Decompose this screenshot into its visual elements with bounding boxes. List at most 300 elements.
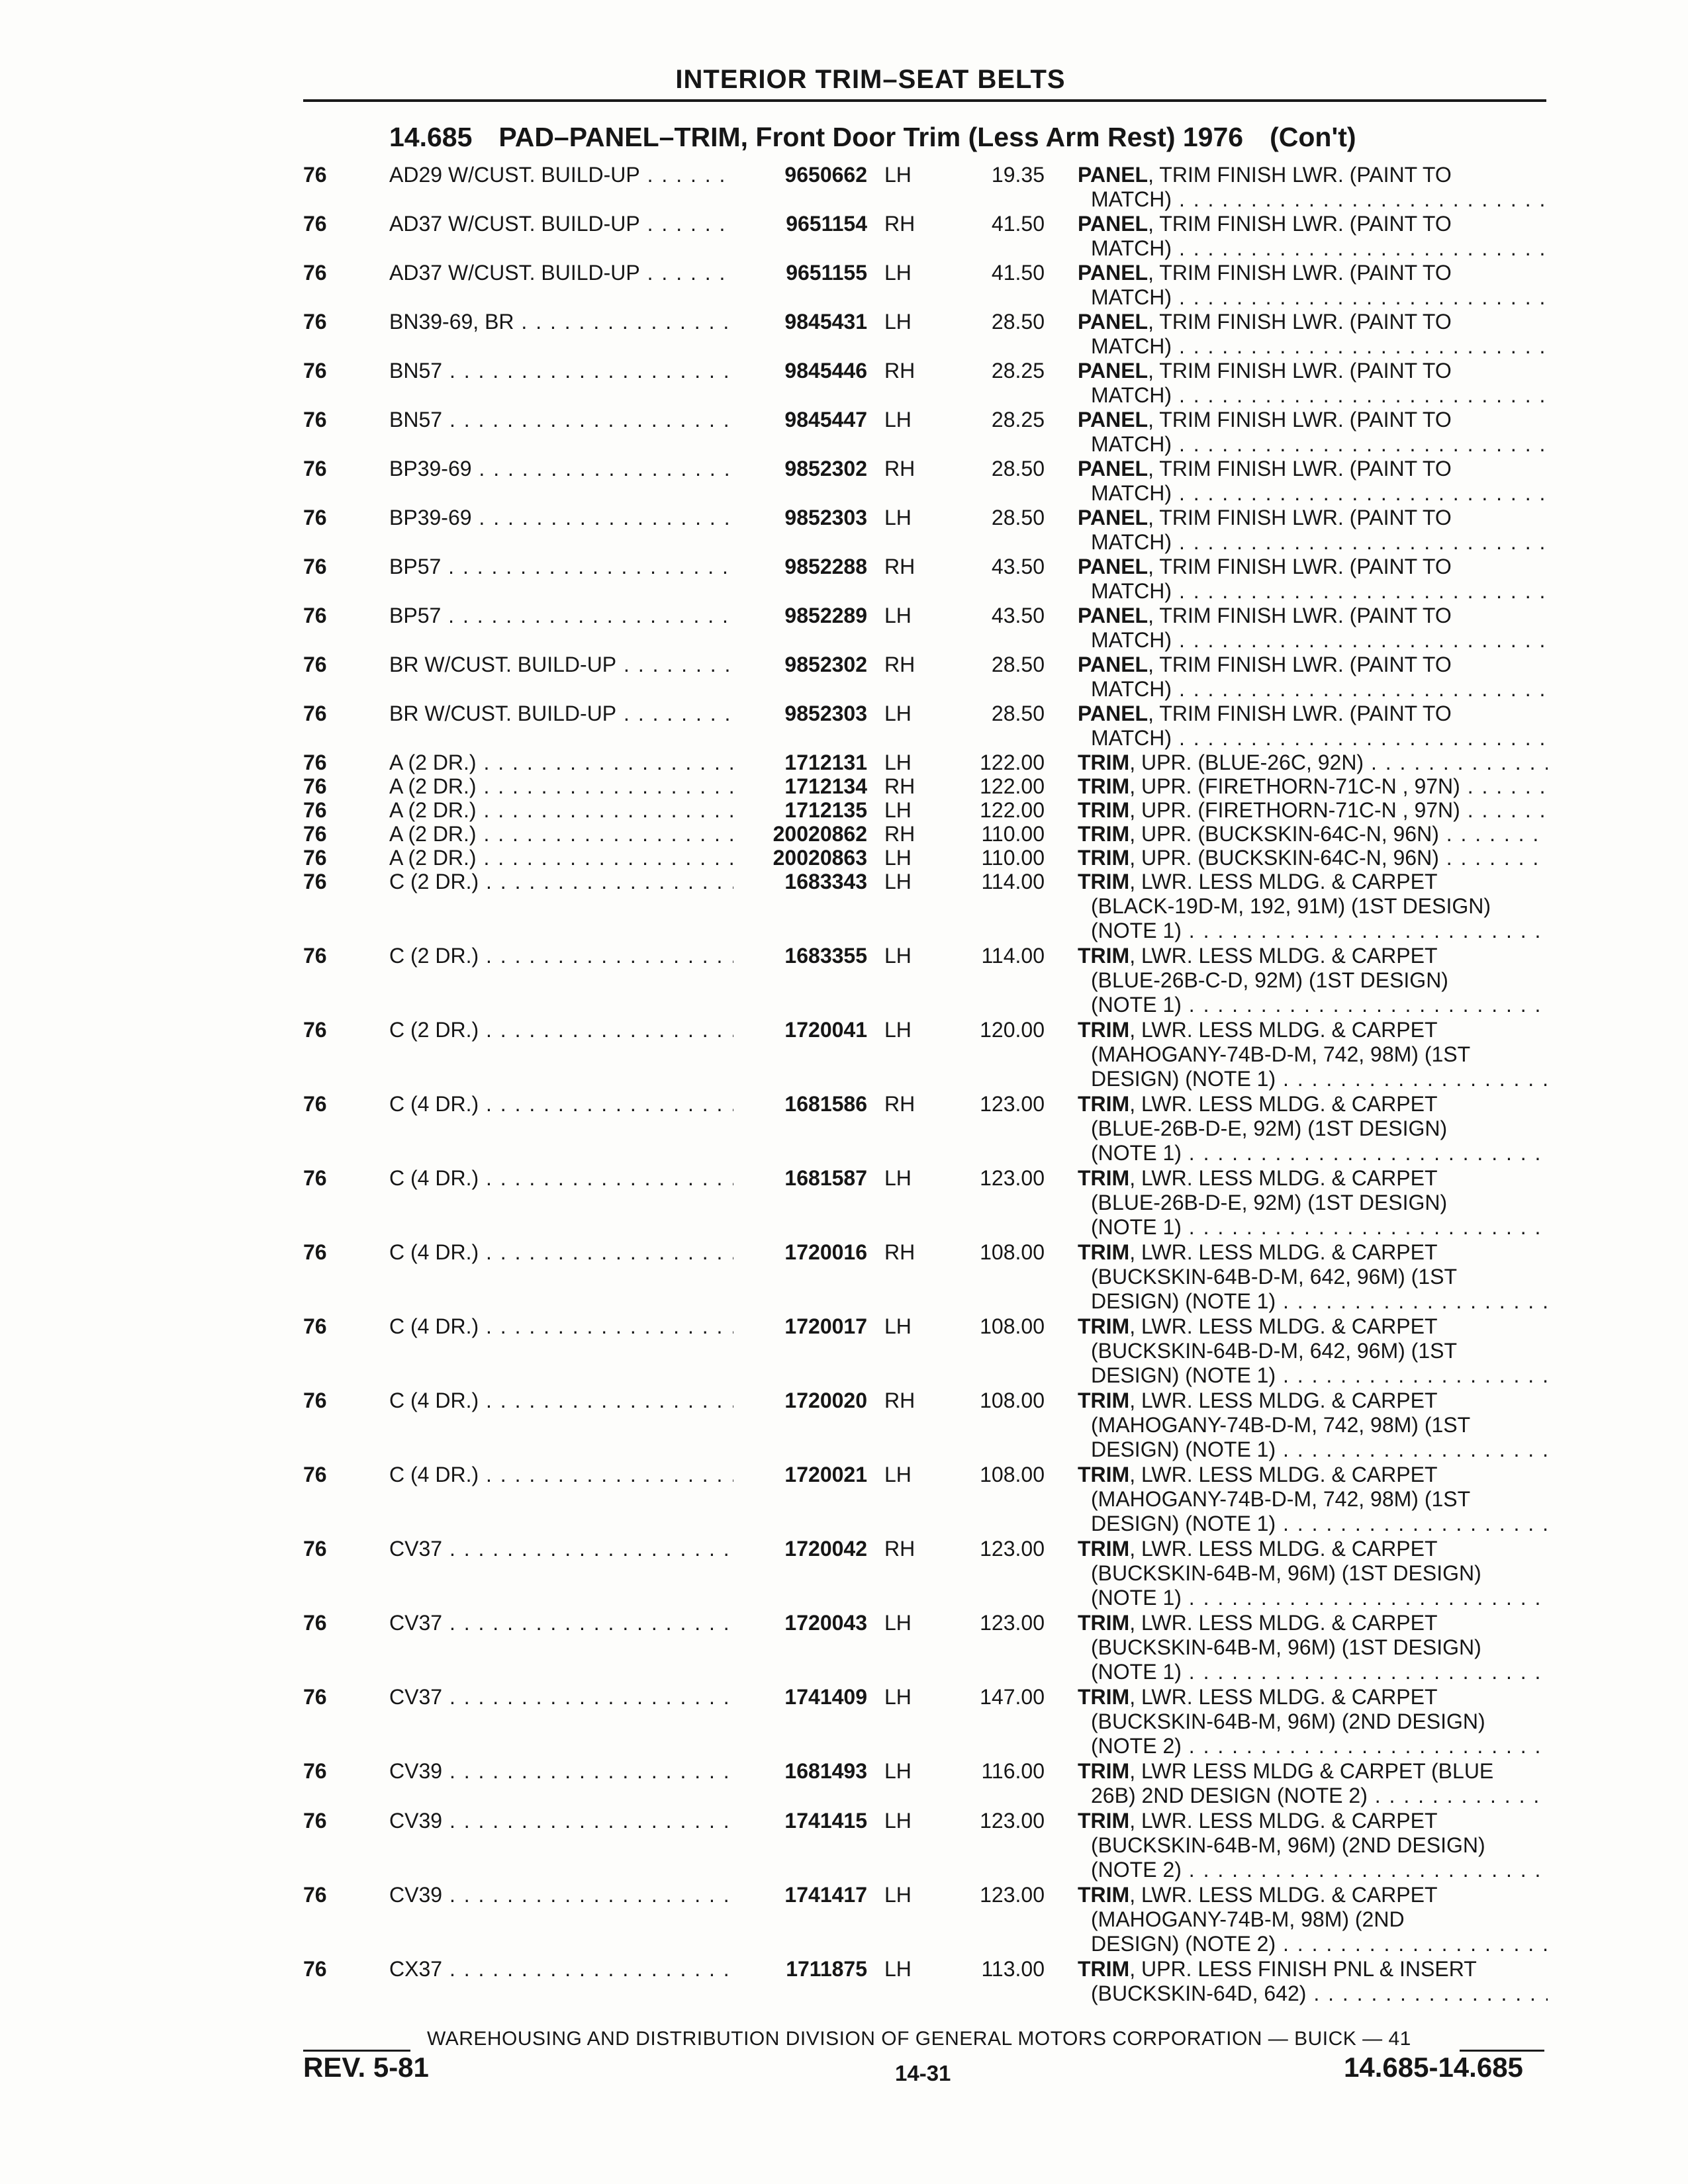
side-indicator: LH <box>884 702 912 725</box>
description-keyword: TRIM <box>1078 1166 1130 1190</box>
side-indicator: RH <box>884 774 915 798</box>
side-indicator: RH <box>884 359 915 383</box>
model-code: C (4 DR.) . . . <box>389 1463 733 1487</box>
description-line: (BUCKSKIN-64B-D-M, 642, 96M) (1ST <box>1091 1339 1458 1363</box>
model-year: 76 <box>303 604 327 627</box>
part-description <box>1078 774 1548 799</box>
description-line: MATCH) . . . <box>1078 481 1548 506</box>
part-number: 1681587 <box>784 1166 867 1190</box>
model-code: CV37 . . . <box>389 1611 733 1635</box>
model-year: 76 <box>303 1018 327 1042</box>
part-description <box>1078 1957 1548 2006</box>
model-code: A (2 DR.) . . . <box>389 798 733 823</box>
description-line: PANEL, TRIM FINISH LWR. (PAINT TO <box>1078 408 1452 432</box>
model-year: 76 <box>303 702 327 725</box>
description-line: MATCH) . . . <box>1078 236 1548 261</box>
model-year: 76 <box>303 1611 327 1635</box>
section-title <box>389 122 1356 153</box>
price: 110.00 <box>981 846 1045 870</box>
description-keyword: TRIM <box>1078 1685 1130 1709</box>
description-line: MATCH) . . . <box>1078 285 1548 310</box>
price: 19.35 <box>991 163 1045 187</box>
part-number: 1720017 <box>784 1314 867 1338</box>
price: 114.00 <box>981 870 1045 893</box>
model-code: A (2 DR.) . . . <box>389 822 733 846</box>
part-number: 1720020 <box>784 1388 867 1412</box>
price: 41.50 <box>991 212 1045 236</box>
side-indicator: RH <box>884 822 915 846</box>
description-line: (NOTE 1) . . . <box>1078 1586 1548 1610</box>
side-indicator: LH <box>884 846 912 870</box>
price: 41.50 <box>991 261 1045 285</box>
side-indicator: LH <box>884 1463 912 1486</box>
description-keyword: TRIM <box>1078 1463 1130 1486</box>
description-keyword: TRIM <box>1078 751 1130 774</box>
model-year: 76 <box>303 1685 327 1709</box>
model-year: 76 <box>303 555 327 578</box>
model-code: C (4 DR.) . . . <box>389 1388 733 1413</box>
model-code: CV39 . . . <box>389 1759 733 1784</box>
model-year: 76 <box>303 846 327 870</box>
price: 123.00 <box>980 1092 1045 1116</box>
price: 113.00 <box>981 1957 1045 1981</box>
part-description <box>1078 1537 1548 1610</box>
part-number: 1741415 <box>784 1809 867 1833</box>
description-line: MATCH) . . . <box>1078 677 1548 702</box>
description-line: TRIM, LWR. LESS MLDG. & CARPET <box>1078 1537 1438 1561</box>
part-number: 1720016 <box>784 1240 867 1264</box>
description-line: (BUCKSKIN-64B-M, 96M) (2ND DESIGN) <box>1091 1833 1485 1857</box>
description-line: MATCH) . . . <box>1078 187 1548 212</box>
description-line: (MAHOGANY-74B-M, 98M) (2ND <box>1091 1907 1405 1931</box>
part-number: 1712135 <box>784 798 867 822</box>
description-line: TRIM, LWR. LESS MLDG. & CARPET <box>1078 1809 1438 1833</box>
description-line: PANEL, TRIM FINISH LWR. (PAINT TO <box>1078 212 1452 236</box>
description-line: TRIM, LWR. LESS MLDG. & CARPET <box>1078 944 1438 968</box>
header-rule <box>303 99 1546 102</box>
part-description <box>1078 163 1548 212</box>
section-number: 14.685 <box>389 122 473 152</box>
description-line: (NOTE 2) . . . <box>1078 1858 1548 1882</box>
model-code: BP39-69 . . . <box>389 506 733 530</box>
model-code: BN57 . . . <box>389 359 733 383</box>
part-description <box>1078 702 1548 751</box>
part-number: 1720043 <box>784 1611 867 1635</box>
description-keyword: PANEL <box>1078 604 1149 627</box>
model-year: 76 <box>303 1809 327 1833</box>
side-indicator: LH <box>884 1018 912 1042</box>
price: 110.00 <box>981 822 1045 846</box>
model-year: 76 <box>303 1092 327 1116</box>
model-code: C (2 DR.) . . . <box>389 1018 733 1042</box>
part-number: 20020863 <box>773 846 867 870</box>
description-keyword: TRIM <box>1078 774 1130 798</box>
description-line: PANEL, TRIM FINISH LWR. (PAINT TO <box>1078 555 1452 578</box>
part-number: 1711875 <box>786 1957 867 1981</box>
side-indicator: RH <box>884 212 915 236</box>
part-number: 1681586 <box>784 1092 867 1116</box>
side-indicator: LH <box>884 1314 912 1338</box>
description-line: DESIGN) (NOTE 1) . . . <box>1078 1289 1548 1314</box>
description-line: TRIM, UPR. (BUCKSKIN-64C-N, 96N) . . . <box>1078 822 1548 846</box>
side-indicator: LH <box>884 163 912 187</box>
description-line: DESIGN) (NOTE 1) . . . <box>1078 1067 1548 1091</box>
footer-division: WAREHOUSING AND DISTRIBUTION DIVISION OF GENERAL MOTORS CORPORATION — BUICK — 41 <box>427 2028 1411 2050</box>
model-code: BP57 . . . <box>389 555 733 579</box>
model-code: CV39 . . . <box>389 1883 733 1907</box>
part-description <box>1078 653 1548 702</box>
part-number: 9852303 <box>784 702 867 725</box>
model-code: A (2 DR.) . . . <box>389 774 733 799</box>
model-code: C (4 DR.) . . . <box>389 1314 733 1339</box>
part-description <box>1078 359 1548 408</box>
price: 123.00 <box>980 1611 1045 1635</box>
description-line: (NOTE 2) . . . <box>1078 1734 1548 1758</box>
part-number: 1712134 <box>784 774 867 798</box>
description-line: TRIM, LWR. LESS MLDG. & CARPET <box>1078 1388 1438 1412</box>
model-code: AD37 W/CUST. BUILD-UP . . . <box>389 261 733 285</box>
description-line: TRIM, UPR. (BLUE-26C, 92N) . . . <box>1078 751 1548 775</box>
part-description <box>1078 944 1548 1017</box>
side-indicator: LH <box>884 408 912 432</box>
price: 123.00 <box>980 1883 1045 1907</box>
description-line: PANEL, TRIM FINISH LWR. (PAINT TO <box>1078 359 1452 383</box>
description-keyword: TRIM <box>1078 1388 1130 1412</box>
description-line: 26B) 2ND DESIGN (NOTE 2) . . . <box>1078 1784 1548 1808</box>
price: 28.25 <box>991 408 1045 432</box>
description-line: MATCH) . . . <box>1078 628 1548 653</box>
side-indicator: LH <box>884 604 912 627</box>
description-line: PANEL, TRIM FINISH LWR. (PAINT TO <box>1078 506 1452 529</box>
description-line: DESIGN) (NOTE 1) . . . <box>1078 1363 1548 1388</box>
price: 122.00 <box>980 798 1045 822</box>
part-description <box>1078 1166 1548 1240</box>
price: 122.00 <box>980 774 1045 798</box>
description-keyword: PANEL <box>1078 702 1149 725</box>
description-keyword: TRIM <box>1078 798 1130 822</box>
part-number: 9852302 <box>784 457 867 480</box>
description-keyword: PANEL <box>1078 457 1149 480</box>
price: 123.00 <box>980 1537 1045 1561</box>
footer-page-number: 14-31 <box>895 2061 951 2085</box>
description-line: TRIM, LWR. LESS MLDG. & CARPET <box>1078 1314 1438 1338</box>
description-keyword: PANEL <box>1078 261 1149 285</box>
model-year: 76 <box>303 1537 327 1561</box>
description-keyword: TRIM <box>1078 1018 1130 1042</box>
model-year: 76 <box>303 310 327 334</box>
model-code: AD37 W/CUST. BUILD-UP . . . <box>389 212 733 236</box>
description-line: TRIM, LWR LESS MLDG & CARPET (BLUE <box>1078 1759 1494 1783</box>
part-description <box>1078 1018 1548 1091</box>
price: 122.00 <box>980 751 1045 774</box>
side-indicator: RH <box>884 1092 915 1116</box>
page-header-title: INTERIOR TRIM–SEAT BELTS <box>675 65 1066 94</box>
part-description <box>1078 822 1548 846</box>
description-keyword: PANEL <box>1078 653 1149 676</box>
description-line: PANEL, TRIM FINISH LWR. (PAINT TO <box>1078 653 1452 676</box>
side-indicator: LH <box>884 1166 912 1190</box>
description-keyword: TRIM <box>1078 1957 1130 1981</box>
side-indicator: LH <box>884 506 912 529</box>
description-line: TRIM, UPR. (FIRETHORN-71C-N , 97N) . . . <box>1078 798 1548 823</box>
price: 108.00 <box>980 1388 1045 1412</box>
side-indicator: RH <box>884 555 915 578</box>
model-year: 76 <box>303 1759 327 1783</box>
part-number: 1720041 <box>784 1018 867 1042</box>
model-code: BN39-69, BR . . . <box>389 310 733 334</box>
model-code: C (4 DR.) . . . <box>389 1092 733 1116</box>
model-code: AD29 W/CUST. BUILD-UP . . . <box>389 163 733 187</box>
model-code: C (2 DR.) . . . <box>389 944 733 968</box>
model-year: 76 <box>303 1388 327 1412</box>
part-number: 1712131 <box>784 751 867 774</box>
part-description <box>1078 457 1548 506</box>
part-number: 9845446 <box>784 359 867 383</box>
description-line: (MAHOGANY-74B-D-M, 742, 98M) (1ST <box>1091 1487 1471 1511</box>
description-line: PANEL, TRIM FINISH LWR. (PAINT TO <box>1078 261 1452 285</box>
part-description <box>1078 261 1548 310</box>
model-year: 76 <box>303 774 327 798</box>
description-line: TRIM, UPR. (BUCKSKIN-64C-N, 96N) . . . <box>1078 846 1548 870</box>
model-year: 76 <box>303 359 327 383</box>
description-line: (NOTE 1) . . . <box>1078 1141 1548 1165</box>
part-description <box>1078 1759 1548 1808</box>
part-description <box>1078 1809 1548 1882</box>
description-line: PANEL, TRIM FINISH LWR. (PAINT TO <box>1078 702 1452 725</box>
model-code: BR W/CUST. BUILD-UP . . . <box>389 702 733 726</box>
model-year: 76 <box>303 870 327 893</box>
description-line: (BUCKSKIN-64B-M, 96M) (1ST DESIGN) <box>1091 1561 1481 1585</box>
part-description <box>1078 1611 1548 1684</box>
model-year: 76 <box>303 408 327 432</box>
model-code: BP39-69 . . . <box>389 457 733 481</box>
model-code: A (2 DR.) . . . <box>389 751 733 775</box>
part-description <box>1078 604 1548 653</box>
description-line: PANEL, TRIM FINISH LWR. (PAINT TO <box>1078 457 1452 480</box>
description-keyword: PANEL <box>1078 506 1149 529</box>
part-description <box>1078 1883 1548 1956</box>
description-line: TRIM, LWR. LESS MLDG. & CARPET <box>1078 1018 1438 1042</box>
model-code: CV37 . . . <box>389 1685 733 1709</box>
side-indicator: LH <box>884 944 912 968</box>
part-description <box>1078 408 1548 457</box>
price: 43.50 <box>991 555 1045 578</box>
description-line: TRIM, LWR. LESS MLDG. & CARPET <box>1078 1463 1438 1486</box>
part-number: 9845447 <box>784 408 867 432</box>
part-description <box>1078 1240 1548 1314</box>
description-keyword: PANEL <box>1078 212 1149 236</box>
side-indicator: RH <box>884 1537 915 1561</box>
model-year: 76 <box>303 1463 327 1486</box>
model-code: C (4 DR.) . . . <box>389 1240 733 1265</box>
price: 28.50 <box>991 310 1045 334</box>
description-line: (NOTE 1) . . . <box>1078 993 1548 1017</box>
model-year: 76 <box>303 506 327 529</box>
model-year: 76 <box>303 261 327 285</box>
part-description <box>1078 1092 1548 1165</box>
part-description <box>1078 1314 1548 1388</box>
part-number: 9852302 <box>784 653 867 676</box>
model-year: 76 <box>303 653 327 676</box>
description-line: (BUCKSKIN-64D, 642) . . . <box>1078 1981 1548 2006</box>
side-indicator: LH <box>884 870 912 893</box>
part-number: 9852288 <box>784 555 867 578</box>
description-line: TRIM, LWR. LESS MLDG. & CARPET <box>1078 1883 1438 1907</box>
model-year: 76 <box>303 751 327 774</box>
model-code: BN57 . . . <box>389 408 733 432</box>
model-year: 76 <box>303 1240 327 1264</box>
description-keyword: TRIM <box>1078 870 1130 893</box>
side-indicator: LH <box>884 798 912 822</box>
description-line: TRIM, LWR. LESS MLDG. & CARPET <box>1078 1166 1438 1190</box>
section-continued: (Con't) <box>1270 122 1356 152</box>
part-description <box>1078 212 1548 261</box>
part-number: 9852303 <box>784 506 867 529</box>
side-indicator: RH <box>884 1240 915 1264</box>
part-number: 9650662 <box>784 163 867 187</box>
part-number: 1720021 <box>784 1463 867 1486</box>
description-line: (BLUE-26B-C-D, 92M) (1ST DESIGN) <box>1091 968 1448 992</box>
model-code: CX37 . . . <box>389 1957 733 1981</box>
description-keyword: TRIM <box>1078 944 1130 968</box>
side-indicator: LH <box>884 1957 912 1981</box>
description-keyword: TRIM <box>1078 1537 1130 1561</box>
part-description <box>1078 1685 1548 1758</box>
description-line: DESIGN) (NOTE 1) . . . <box>1078 1512 1548 1536</box>
description-keyword: PANEL <box>1078 163 1149 187</box>
price: 28.50 <box>991 653 1045 676</box>
description-line: TRIM, UPR. (FIRETHORN-71C-N , 97N) . . . <box>1078 774 1548 799</box>
model-year: 76 <box>303 1883 327 1907</box>
price: 28.50 <box>991 702 1045 725</box>
description-line: (BUCKSKIN-64B-M, 96M) (1ST DESIGN) <box>1091 1635 1481 1659</box>
part-description <box>1078 846 1548 870</box>
price: 28.50 <box>991 457 1045 480</box>
description-line: DESIGN) (NOTE 1) . . . <box>1078 1437 1548 1462</box>
price: 116.00 <box>981 1759 1045 1783</box>
model-code: CV39 . . . <box>389 1809 733 1833</box>
footer-section-range: 14.685-14.685 <box>1344 2052 1523 2083</box>
description-line: PANEL, TRIM FINISH LWR. (PAINT TO <box>1078 310 1452 334</box>
description-line: DESIGN) (NOTE 2) . . . <box>1078 1932 1548 1956</box>
description-line: (MAHOGANY-74B-D-M, 742, 98M) (1ST <box>1091 1413 1471 1437</box>
description-keyword: TRIM <box>1078 1883 1130 1907</box>
description-keyword: TRIM <box>1078 1809 1130 1833</box>
price: 108.00 <box>980 1240 1045 1264</box>
side-indicator: LH <box>884 751 912 774</box>
description-line: (BUCKSKIN-64B-M, 96M) (2ND DESIGN) <box>1091 1709 1485 1733</box>
part-number: 1683343 <box>784 870 867 893</box>
side-indicator: LH <box>884 1883 912 1907</box>
model-code: C (4 DR.) . . . <box>389 1166 733 1191</box>
price: 108.00 <box>980 1463 1045 1486</box>
description-line: (NOTE 1) . . . <box>1078 1215 1548 1240</box>
part-description <box>1078 870 1548 943</box>
model-code: A (2 DR.) . . . <box>389 846 733 870</box>
side-indicator: LH <box>884 1809 912 1833</box>
part-number: 20020862 <box>773 822 867 846</box>
description-line: TRIM, LWR. LESS MLDG. & CARPET <box>1078 1092 1438 1116</box>
description-line: TRIM, LWR. LESS MLDG. & CARPET <box>1078 1240 1438 1264</box>
price: 120.00 <box>980 1018 1045 1042</box>
model-code: BR W/CUST. BUILD-UP . . . <box>389 653 733 677</box>
part-description <box>1078 751 1548 775</box>
description-keyword: TRIM <box>1078 1611 1130 1635</box>
description-keyword: TRIM <box>1078 1092 1130 1116</box>
description-line: (BLUE-26B-D-E, 92M) (1ST DESIGN) <box>1091 1116 1448 1140</box>
part-number: 1741417 <box>784 1883 867 1907</box>
footer-revision: REV. 5-81 <box>303 2052 429 2083</box>
side-indicator: RH <box>884 653 915 676</box>
part-number: 1720042 <box>784 1537 867 1561</box>
description-line: PANEL, TRIM FINISH LWR. (PAINT TO <box>1078 604 1452 627</box>
part-description <box>1078 1388 1548 1462</box>
price: 123.00 <box>980 1166 1045 1190</box>
description-keyword: PANEL <box>1078 310 1149 334</box>
description-line: (BLACK-19D-M, 192, 91M) (1ST DESIGN) <box>1091 894 1491 918</box>
description-line: (BUCKSKIN-64B-D-M, 642, 96M) (1ST <box>1091 1265 1458 1289</box>
model-code: BP57 . . . <box>389 604 733 628</box>
model-year: 76 <box>303 944 327 968</box>
part-number: 1683355 <box>784 944 867 968</box>
section-name: PAD–PANEL–TRIM, Front Door Trim (Less Arm Rest) 1976 <box>498 122 1244 152</box>
description-keyword: PANEL <box>1078 408 1149 432</box>
model-year: 76 <box>303 1957 327 1981</box>
side-indicator: LH <box>884 1685 912 1709</box>
description-line: TRIM, LWR. LESS MLDG. & CARPET <box>1078 1611 1438 1635</box>
description-keyword: PANEL <box>1078 555 1149 578</box>
part-description <box>1078 506 1548 555</box>
part-description <box>1078 798 1548 823</box>
description-keyword: TRIM <box>1078 1314 1130 1338</box>
description-line: PANEL, TRIM FINISH LWR. (PAINT TO <box>1078 163 1452 187</box>
part-number: 1681493 <box>784 1759 867 1783</box>
part-description <box>1078 1463 1548 1536</box>
side-indicator: LH <box>884 1759 912 1783</box>
side-indicator: LH <box>884 310 912 334</box>
description-line: MATCH) . . . <box>1078 432 1548 457</box>
part-number: 9651155 <box>786 261 867 285</box>
model-year: 76 <box>303 457 327 480</box>
part-number: 9852289 <box>784 604 867 627</box>
description-line: (BLUE-26B-D-E, 92M) (1ST DESIGN) <box>1091 1191 1448 1214</box>
description-line: MATCH) . . . <box>1078 334 1548 359</box>
price: 28.50 <box>991 506 1045 529</box>
price: 123.00 <box>980 1809 1045 1833</box>
part-number: 9651154 <box>786 212 867 236</box>
description-line: TRIM, UPR. LESS FINISH PNL & INSERT <box>1078 1957 1477 1981</box>
description-line: (NOTE 1) . . . <box>1078 1660 1548 1684</box>
model-code: C (2 DR.) . . . <box>389 870 733 894</box>
description-keyword: TRIM <box>1078 846 1130 870</box>
price: 147.00 <box>980 1685 1045 1709</box>
model-code: CV37 . . . <box>389 1537 733 1561</box>
model-year: 76 <box>303 1166 327 1190</box>
description-line: (NOTE 1) . . . <box>1078 919 1548 943</box>
part-number: 9845431 <box>784 310 867 334</box>
part-description <box>1078 310 1548 359</box>
description-line: MATCH) . . . <box>1078 530 1548 555</box>
part-description <box>1078 555 1548 604</box>
side-indicator: LH <box>884 1611 912 1635</box>
part-number: 1741409 <box>784 1685 867 1709</box>
description-keyword: PANEL <box>1078 359 1149 383</box>
price: 108.00 <box>980 1314 1045 1338</box>
description-line: MATCH) . . . <box>1078 726 1548 751</box>
description-line: MATCH) . . . <box>1078 383 1548 408</box>
model-year: 76 <box>303 163 327 187</box>
side-indicator: RH <box>884 1388 915 1412</box>
